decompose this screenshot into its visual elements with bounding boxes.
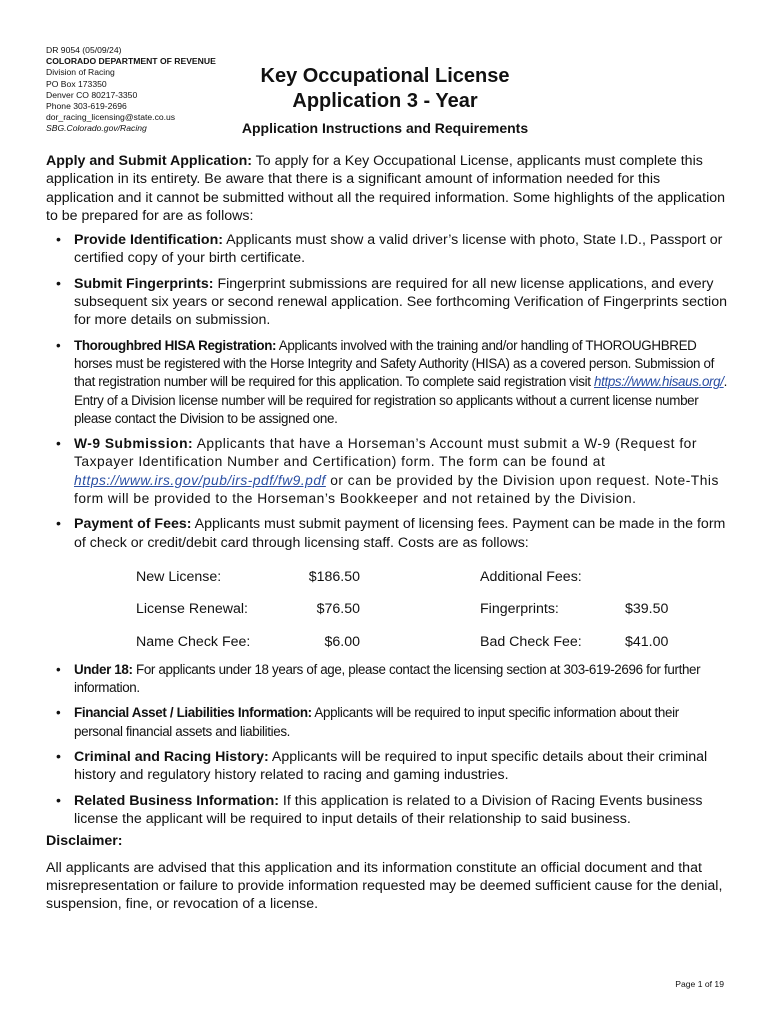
instructions-body xyxy=(46,152,730,913)
fee-fingerprints-label: Fingerprints: xyxy=(480,601,559,618)
fee-fingerprints-amount: $39.50 xyxy=(625,601,669,618)
fees-text: Applicants must submit payment of licensing fees. Payment can be made in the form of check or credit/debit card through licensing staff. Costs are as follows: xyxy=(74,516,726,551)
identification-label: Provide Identification: xyxy=(74,232,223,249)
fingerprints-label: Submit Fingerprints: xyxy=(74,275,214,292)
list-item-financial xyxy=(46,704,730,741)
criminal-label: Criminal and Racing History: xyxy=(74,749,269,766)
city-address: Denver CO 80217-3350 xyxy=(46,89,138,100)
intro-label: Apply and Submit Application: xyxy=(46,153,252,169)
under18-label: Under 18: xyxy=(74,661,133,677)
list-item-under-18 xyxy=(46,661,730,698)
agency-block xyxy=(46,45,216,135)
w9-label: W-9 Submission: xyxy=(74,436,194,452)
fee-table xyxy=(136,568,730,651)
fee-bad-check-amount: $41.00 xyxy=(625,633,669,650)
po-box: PO Box 173350 xyxy=(46,78,107,89)
intro-text: To apply for a Key Occupational License, applicants must complete this application in its entirety. Be aware that there is a significant amount of information needed for this application and it cannot be submitted without all the required information. Some highlights of the application to be prepared for are as follows: xyxy=(46,153,726,224)
criminal-text: Applicants will be required to input specific details about their criminal history and regulatory history related to racing and gaming industries. xyxy=(74,749,708,784)
identification-text: Applicants must show a valid driver’s license with photo, State I.D., Passport or certified copy of your birth certificate. xyxy=(74,232,723,267)
list-item-fees xyxy=(46,515,730,650)
fee-new-license-amount: $186.50 xyxy=(308,568,360,585)
list-item-w9 xyxy=(46,435,730,508)
hisa-label: Thoroughbred HISA Registration: xyxy=(74,337,277,353)
list-item-business xyxy=(46,792,730,829)
list-item-hisa xyxy=(46,337,730,428)
fingerprints-text: Fingerprint submissions are required for all new license applications, and every subsequent six years or second renewal application. See forthcoming Verification of Fingerprints section for more details on submission. xyxy=(74,275,727,329)
title-line-2: Application 3 - Year xyxy=(292,90,478,112)
disclaimer-heading: Disclaimer: xyxy=(46,833,123,850)
page-title xyxy=(230,64,540,114)
fee-renewal-label: License Renewal: xyxy=(136,601,248,618)
list-item-fingerprints xyxy=(46,275,730,330)
w9-text-after: or can be provided by the Division upon request. Note-This form will be provided to the Horseman’s Bookkeeper and not retained by the Division. xyxy=(74,472,719,507)
business-text: If this application is related to a Division of Racing Events business license the applicant will be required to input details of their relationship to said business. xyxy=(74,792,703,827)
email-address: dor_racing_licensing@state.co.us xyxy=(46,112,176,123)
hisa-text-after: . Entry of a Division license number will be required for registration so applicants without a current license number please contact the Division to be assigned one. xyxy=(74,374,728,426)
w9-link[interactable]: https://www.irs.gov/pub/irs-pdf/fw9.pdf xyxy=(74,472,326,488)
fee-name-check-amount: $6.00 xyxy=(324,633,360,650)
disclaimer-text: All applicants are advised that this application and its information constitute an official document and that misrepresentation or failure to provide information requested may be deemed sufficient cause for the denial, suspension, fine, or revocation of a license. xyxy=(46,859,723,913)
w9-text-before: Applicants that have a Horseman’s Account must submit a W-9 (Request for Taxpayer Identification Number and Certification) form. The form can be found at xyxy=(74,436,697,470)
fee-additional-label: Additional Fees: xyxy=(480,568,582,585)
page-subtitle: Application Instructions and Requirements xyxy=(241,120,529,136)
form-id: DR 9054 (05/09/24) xyxy=(46,45,122,55)
division-name: Division of Racing xyxy=(46,67,115,78)
fee-new-license-label: New License: xyxy=(136,568,222,585)
disclaimer-section xyxy=(46,832,730,913)
intro-paragraph xyxy=(46,152,730,225)
title-line-1: Key Occupational License xyxy=(260,65,510,87)
list-item-criminal xyxy=(46,748,730,785)
department-name: COLORADO DEPARTMENT OF REVENUE xyxy=(46,56,216,67)
website: SBG.Colorado.gov/Racing xyxy=(46,123,147,134)
under18-text: For applicants under 18 years of age, please contact the licensing section at 303-619-2696 for further information. xyxy=(74,661,701,696)
fees-label: Payment of Fees: xyxy=(74,516,192,533)
financial-text: Applicants will be required to input specific information about their personal financial assets and liabilities. xyxy=(74,705,679,739)
business-label: Related Business Information: xyxy=(74,792,279,809)
fee-bad-check-label: Bad Check Fee: xyxy=(480,633,582,650)
fee-name-check-label: Name Check Fee: xyxy=(136,633,251,650)
page-number: Page 1 of 19 xyxy=(675,979,724,989)
hisa-text-before: Applicants involved with the training and/or handling of THOROUGHBRED horses must be registered with the Horse Integrity and Safety Authority (HISA) as a covered person. Submission of that registration number will be required for this application. To complete said registration visit xyxy=(74,337,714,390)
list-item-identification xyxy=(46,231,730,268)
phone-number: Phone 303-619-2696 xyxy=(46,101,127,112)
fee-renewal-amount: $76.50 xyxy=(316,601,360,618)
requirements-list xyxy=(46,231,730,828)
hisa-link[interactable]: https://www.hisaus.org/ xyxy=(594,374,724,390)
financial-label: Financial Asset / Liabilities Information: xyxy=(74,705,312,721)
